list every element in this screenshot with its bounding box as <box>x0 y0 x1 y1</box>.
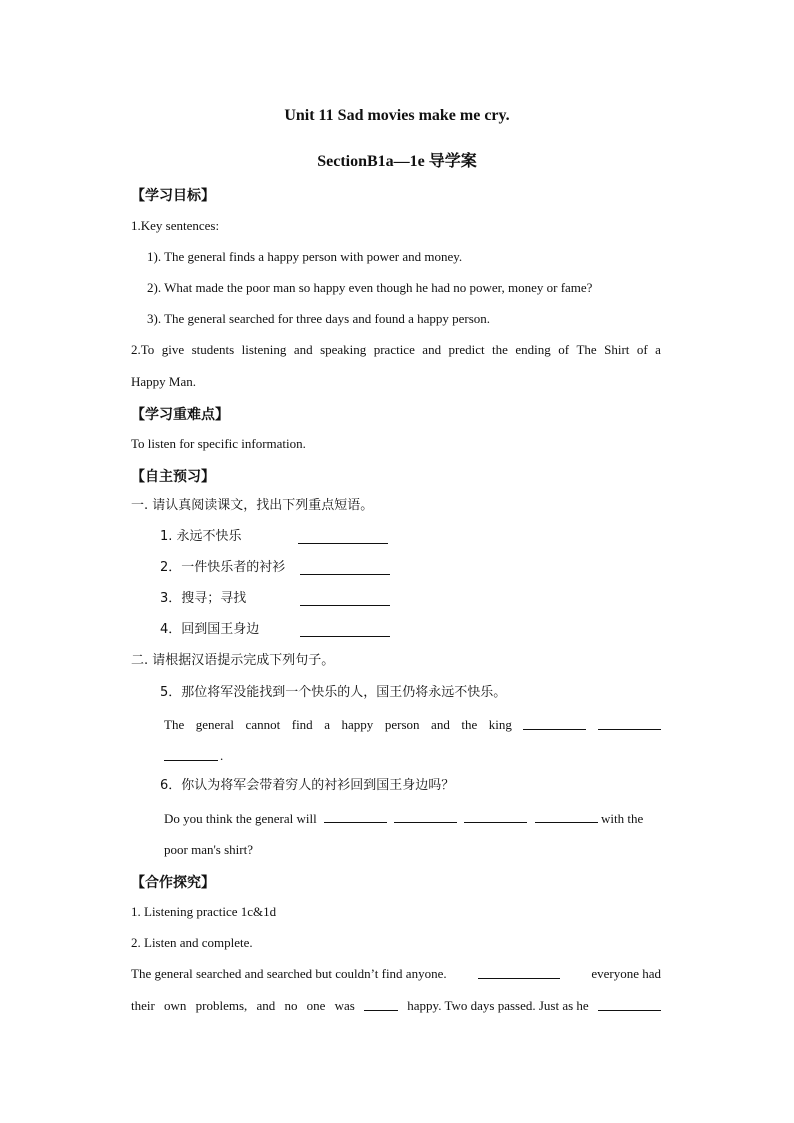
para-2-word: problems, <box>195 998 248 1013</box>
goal-2-word: predict <box>448 342 485 357</box>
question-6-en <box>164 810 643 827</box>
goals-heading: 【学习目标】 <box>131 188 215 204</box>
goal-2-word: of <box>636 342 648 357</box>
key-sentence-2: 2). What made the poor man so happy even though he had no power, money or fame? <box>147 280 593 295</box>
question-5-word: king <box>488 717 512 732</box>
phrase-3: 3．搜寻；寻找 <box>160 591 247 606</box>
phrase-2-blank[interactable] <box>300 562 390 575</box>
question-6-tail: with the <box>600 811 644 826</box>
question-5-word: happy <box>341 717 374 732</box>
question-5-word: a <box>324 717 330 732</box>
focus-text: To listen for specific information. <box>131 436 306 451</box>
question-5-period: . <box>220 748 224 763</box>
coop-heading: 【合作探究】 <box>131 875 215 891</box>
question-5-word: The <box>164 717 185 732</box>
goal-2-word: give <box>161 342 185 357</box>
para-2-word: own <box>164 998 187 1013</box>
phrase-4-blank[interactable] <box>300 624 390 637</box>
goal-2-word: and <box>293 342 313 357</box>
para-1-text: The general searched and searched but couldn’t find anyone. <box>131 966 447 981</box>
para-2-blank-1[interactable] <box>364 998 398 1011</box>
goal-2-word: a <box>655 342 661 357</box>
para-2-blank-2[interactable] <box>598 998 661 1011</box>
para-2-word: one <box>306 998 326 1013</box>
phrase-1-blank[interactable] <box>298 531 388 544</box>
para-2-tail: happy. Two days passed. Just as he <box>407 998 589 1013</box>
para-1-tail: everyone had <box>591 966 661 981</box>
question-6-lead: Do you think the general will <box>164 811 317 826</box>
phrase-3-blank[interactable] <box>300 593 390 606</box>
goal-2-word: practice <box>373 342 415 357</box>
listening-para-line-1 <box>131 966 661 982</box>
question-5-word: find <box>291 717 313 732</box>
para-2-word: and <box>256 998 276 1013</box>
question-5-word: and <box>431 717 450 732</box>
goal-2-word: Shirt <box>604 342 630 357</box>
goal-2-word: ending <box>515 342 551 357</box>
question-5-cn: 5．那位将军没能找到一个快乐的人，国王仍将永远不快乐。 <box>160 685 507 700</box>
question-6-blank-4[interactable] <box>535 810 598 823</box>
unit-title: Unit 11 Sad movies make me cry. <box>284 107 510 124</box>
goals-item-2 <box>131 342 661 358</box>
section-title-text: SectionB1a—1e 导学案 <box>317 153 477 170</box>
goal-2-word: The <box>576 342 597 357</box>
goal-2-word: of <box>558 342 570 357</box>
para-1-blank[interactable] <box>478 966 560 979</box>
question-5-word: cannot <box>245 717 281 732</box>
goal-2-word: listening <box>241 342 287 357</box>
question-6-blank-1[interactable] <box>324 810 387 823</box>
question-6-end: poor man's shirt? <box>164 842 253 857</box>
para-2-word: was <box>334 998 355 1013</box>
focus-heading: 【学习重难点】 <box>131 407 229 423</box>
goal-2-word: speaking <box>320 342 367 357</box>
phrase-2: 2．一件快乐者的衬衫 <box>160 560 286 575</box>
phrase-1: 1. 永远不快乐 <box>160 529 242 544</box>
para-2-word: no <box>284 998 298 1013</box>
goal-2-word: the <box>492 342 508 357</box>
goal-2-word: and <box>422 342 442 357</box>
question-5-blank-3[interactable] <box>164 748 218 761</box>
key-sentence-3: 3). The general searched for three days and found a happy person. <box>147 311 491 326</box>
question-5-word: the <box>461 717 478 732</box>
preview-part-2: 二. 请根据汉语提示完成下列句子。 <box>131 653 335 668</box>
question-5-word: person <box>384 717 420 732</box>
goals-item-1: 1.Key sentences: <box>131 218 220 233</box>
section-title <box>0 148 794 171</box>
coop-item-2: 2. Listen and complete. <box>131 935 253 950</box>
question-5-blank-1[interactable] <box>523 717 586 730</box>
para-2-word: their <box>131 998 155 1013</box>
question-6-blank-2[interactable] <box>394 810 457 823</box>
coop-item-1: 1. Listening practice 1c&1d <box>131 904 277 919</box>
goals-item-2-cont: Happy Man. <box>131 374 196 389</box>
goal-2-word: 2.To <box>131 342 155 357</box>
question-5-blank-2[interactable] <box>598 717 661 730</box>
preview-part-1: 一. 请认真阅读课文，找出下列重点短语。 <box>131 498 374 513</box>
goal-2-word: students <box>191 342 235 357</box>
question-5-word: general <box>195 717 235 732</box>
question-5-en <box>164 717 661 733</box>
question-6-cn: 6．你认为将军会带着穷人的衬衫回到国王身边吗？ <box>160 778 455 793</box>
phrase-4: 4．回到国王身边 <box>160 622 260 637</box>
preview-heading: 【自主预习】 <box>131 469 215 485</box>
key-sentence-1: 1). The general finds a happy person with power and money. <box>147 249 463 264</box>
listening-para-line-2 <box>131 998 661 1014</box>
question-6-blank-3[interactable] <box>464 810 527 823</box>
